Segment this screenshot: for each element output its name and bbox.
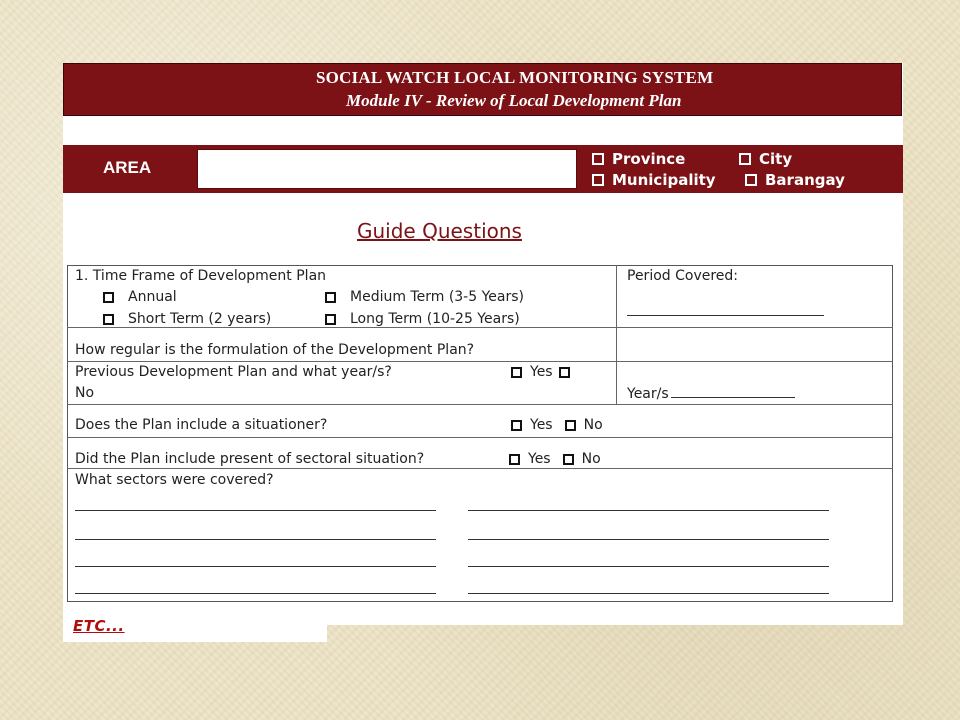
area-option-municipality[interactable] xyxy=(592,171,716,189)
area-option-province[interactable] xyxy=(592,150,685,168)
etc-link[interactable]: ETC... xyxy=(73,617,125,635)
yes-label: Yes xyxy=(528,451,551,467)
checkbox-icon[interactable] xyxy=(511,367,522,378)
area-label: AREA xyxy=(103,158,152,177)
option-long-term[interactable] xyxy=(325,311,520,327)
situationer-question: Does the Plan include a situationer? xyxy=(75,417,328,433)
years-input-line[interactable] xyxy=(671,385,795,398)
option-short-term[interactable] xyxy=(103,311,271,327)
period-covered-label: Period Covered: xyxy=(627,268,739,284)
sector-line[interactable] xyxy=(468,539,829,540)
regularity-question: How regular is the formulation of the Development Plan? xyxy=(75,342,475,358)
sectors-question: What sectors were covered? xyxy=(75,472,274,488)
sector-line[interactable] xyxy=(75,566,436,567)
checkbox-icon[interactable] xyxy=(565,420,576,431)
form-title: SOCIAL WATCH LOCAL MONITORING SYSTEM xyxy=(316,68,714,87)
checkbox-icon[interactable] xyxy=(325,314,336,325)
years-label: Year/s xyxy=(627,386,669,402)
previous-no-label: No xyxy=(75,385,95,401)
guide-questions-title: Guide Questions xyxy=(357,219,522,243)
area-option-label: Province xyxy=(612,150,686,168)
sector-line[interactable] xyxy=(468,566,829,567)
area-option-label: Municipality xyxy=(612,171,716,189)
checkbox-icon[interactable] xyxy=(103,292,114,303)
yes-label: Yes xyxy=(530,364,553,380)
area-bar xyxy=(63,145,903,193)
checkbox-icon[interactable] xyxy=(739,153,751,165)
checkbox-icon[interactable] xyxy=(559,367,570,378)
no-label: No xyxy=(581,451,601,467)
area-option-city[interactable] xyxy=(739,150,792,168)
time-frame-label: 1. Time Frame of Development Plan xyxy=(75,268,327,284)
period-covered-field[interactable] xyxy=(627,315,824,316)
checkbox-icon[interactable] xyxy=(592,153,604,165)
area-input[interactable] xyxy=(197,149,577,189)
checkbox-icon[interactable] xyxy=(103,314,114,325)
sectoral-question: Did the Plan include present of sectoral situation? xyxy=(75,451,425,467)
form-subtitle: Module IV - Review of Local Development Plan xyxy=(346,91,682,110)
column-divider xyxy=(616,265,617,405)
years-field xyxy=(627,385,795,402)
checkbox-icon[interactable] xyxy=(511,420,522,431)
option-annual[interactable] xyxy=(103,289,177,305)
checkbox-icon[interactable] xyxy=(592,174,604,186)
no-label: No xyxy=(583,417,603,433)
area-option-barangay[interactable] xyxy=(745,171,845,189)
row-divider xyxy=(67,468,893,469)
option-label: Medium Term (3-5 Years) xyxy=(350,289,524,305)
sector-line[interactable] xyxy=(75,510,436,511)
previous-yes-option[interactable] xyxy=(511,364,578,380)
checkbox-icon[interactable] xyxy=(325,292,336,303)
previous-plan-question: Previous Development Plan and what year/s? xyxy=(75,364,392,380)
situationer-options xyxy=(511,417,603,433)
row-divider xyxy=(67,437,893,438)
area-option-label: City xyxy=(759,150,793,168)
sector-line[interactable] xyxy=(75,539,436,540)
row-divider xyxy=(67,327,893,328)
checkbox-icon[interactable] xyxy=(745,174,757,186)
row-divider xyxy=(67,404,893,405)
row-divider xyxy=(67,361,893,362)
sectoral-options xyxy=(509,451,601,467)
option-label: Annual xyxy=(128,289,177,305)
option-medium-term[interactable] xyxy=(325,289,524,305)
area-option-label: Barangay xyxy=(765,171,845,189)
sector-line[interactable] xyxy=(75,593,436,594)
option-label: Short Term (2 years) xyxy=(128,311,272,327)
checkbox-icon[interactable] xyxy=(563,454,574,465)
checkbox-icon[interactable] xyxy=(509,454,520,465)
form-header xyxy=(63,63,902,116)
option-label: Long Term (10-25 Years) xyxy=(350,311,520,327)
sector-line[interactable] xyxy=(468,510,829,511)
yes-label: Yes xyxy=(530,417,553,433)
sector-line[interactable] xyxy=(468,593,829,594)
